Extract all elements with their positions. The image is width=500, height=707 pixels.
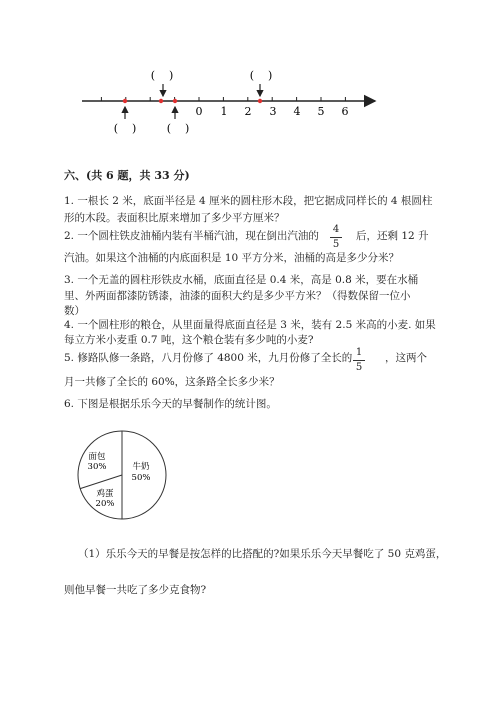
tick-label: 1 (220, 105, 228, 118)
answer-blank: ( ) (166, 122, 190, 135)
fraction-denominator: 5 (355, 362, 363, 373)
tick-label: 3 (269, 105, 277, 118)
answer-blank: ( ) (249, 69, 273, 82)
question-5-line-2: 月一共修了全长的 60%，这条路全长多少米？ (64, 376, 280, 388)
tick-label: 6 (341, 105, 349, 118)
question-2-text: 2. 一个圆柱铁皮油桶内装有半桶汽油，现在倒出汽油的 (64, 230, 319, 242)
tick-label: 4 (293, 105, 301, 118)
question-5-text: 5. 修路队修一条路，八月份修了 4800 米，九月份修了全长的 (64, 352, 353, 364)
question-6-sub-2: 则他早餐一共吃了多少克食物? (64, 584, 207, 596)
tick-label: 2 (244, 105, 252, 118)
question-3-line-2: 里、外两面都漆防锈漆，油漆的面积大约是多少平方米？（得数保留一位小 (64, 290, 411, 302)
point-marker (173, 99, 177, 103)
fraction-bar (353, 360, 365, 361)
fraction (353, 347, 365, 374)
question-5-text-end: ，这两个 (385, 352, 427, 364)
question-4-line-2: 每立方米小麦重 0.7 吨，这个粮仓装有多少吨的小麦? (64, 334, 314, 346)
fraction-denominator: 5 (332, 239, 340, 250)
point-marker (258, 99, 262, 103)
point-marker (123, 99, 127, 103)
question-6-sub-1: （1）乐乐今天的早餐是按怎样的比搭配的?如果乐乐今天早餐吃了 50 克鸡蛋， (78, 548, 447, 560)
answer-blank: ( ) (113, 122, 137, 135)
slice-label-name: 牛奶 (132, 462, 150, 472)
fraction (330, 224, 342, 251)
fraction-numerator: 1 (355, 347, 363, 358)
slice-label-value: 30% (87, 462, 107, 472)
question-2-text-end: 后，还剩 12 升 (356, 230, 429, 242)
fraction-numerator: 4 (332, 224, 340, 235)
slice-label-value: 20% (95, 499, 115, 509)
question-1-line-1: 1. 一根长 2 米，底面半径是 4 厘米的圆柱形木段，把它据成同样长的 4 根圆柱 (64, 195, 433, 207)
slice-label-name: 面包 (88, 452, 106, 462)
pie-slice-boundary-面包 (80, 475, 122, 489)
question-1-line-2: 形的木段。表面积比原来增加了多少平方厘米？ (64, 212, 285, 224)
question-4-line-1: 4. 一个圆柱形的粮仓，从里面量得底面直径是 3 米，装有 2.5 米高的小麦. 如果 (64, 319, 436, 331)
fraction-bar (330, 237, 342, 238)
question-6-line-1: 6. 下图是根据乐乐今天的早餐制作的统计图。 (64, 398, 277, 410)
point-marker (159, 99, 163, 103)
slice-label-name: 鸡蛋 (96, 489, 114, 499)
answer-blank: ( ) (150, 69, 174, 82)
question-2-line-2: 汽油。如果这个油桶的内底面积是 10 平方分米，油桶的高是多少分米？ (64, 252, 400, 264)
tick-label: 5 (317, 105, 325, 118)
pie-chart (75, 428, 175, 528)
number-line-figure (0, 0, 500, 150)
tick-label: 0 (195, 105, 203, 118)
section-title: 六、(共 6 题，共 33 分) (64, 169, 190, 182)
question-3-line-1: 3. 一个无盖的圆柱形铁皮水桶，底面直径是 0.4 米，高是 0.8 米，要在水桶 (64, 274, 419, 286)
slice-label-value: 50% (131, 473, 151, 483)
question-3-line-3: 数） (64, 305, 85, 317)
